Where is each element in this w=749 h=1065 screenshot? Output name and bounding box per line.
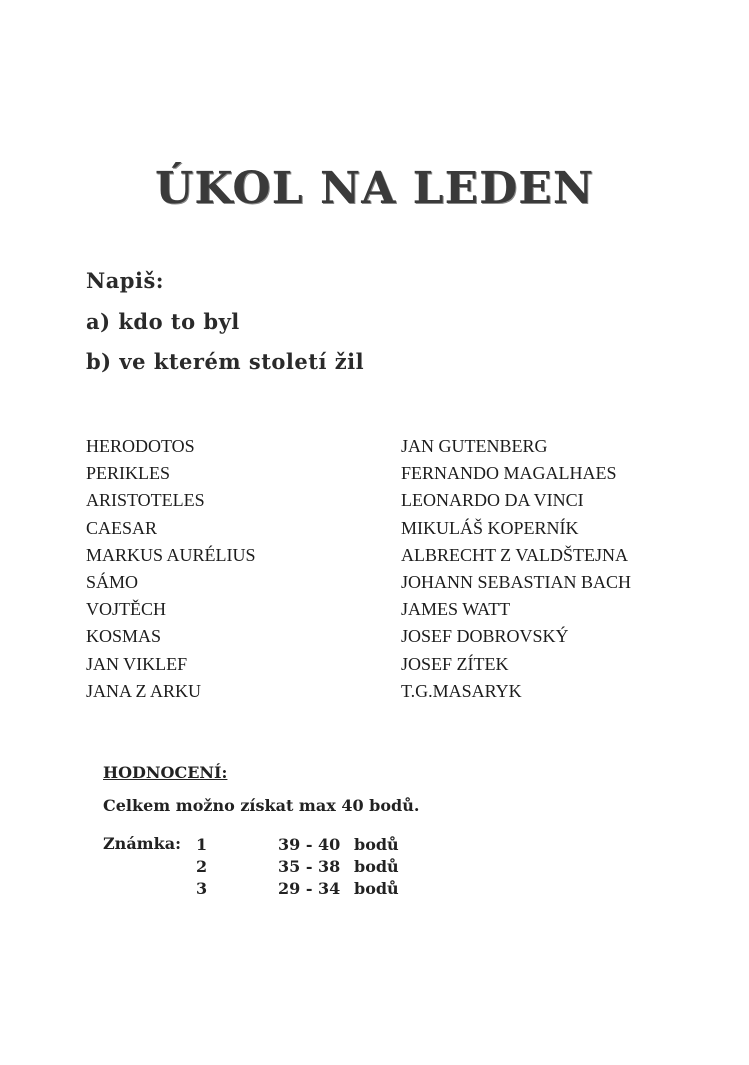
- names-list-right: [401, 433, 631, 705]
- grade-table: [196, 834, 399, 900]
- list-item: JANA Z ARKU: [86, 680, 202, 701]
- grade-unit: bodů: [354, 835, 399, 854]
- instruction-heading: Napiš:: [86, 268, 165, 293]
- grade-label: Známka:: [103, 834, 181, 853]
- instruction-b: b) ve kterém století žil: [86, 349, 365, 374]
- list-item: ARISTOTELES: [86, 490, 205, 511]
- list-item: ALBRECHT Z VALDŠTEJNA: [401, 544, 629, 565]
- evaluation-heading: HODNOCENÍ:: [103, 763, 228, 782]
- list-item: MIKULÁŠ KOPERNÍK: [401, 517, 579, 538]
- grade-range: 35 - 38: [278, 857, 341, 876]
- list-item: JOSEF DOBROVSKÝ: [401, 626, 569, 647]
- names-list-left: [86, 433, 256, 705]
- list-item: PERIKLES: [86, 463, 171, 484]
- list-item: JOHANN SEBASTIAN BACH: [401, 571, 632, 592]
- page-title: ÚKOL NA LEDEN: [154, 163, 595, 214]
- grade-row: [196, 878, 399, 900]
- grade-range: 39 - 40: [278, 835, 341, 854]
- instruction-a: a) kdo to byl: [86, 309, 240, 334]
- grade-range: 29 - 34: [278, 879, 341, 898]
- grade-mark: 1: [196, 835, 208, 854]
- grade-mark: 3: [196, 879, 208, 898]
- list-item: SÁMO: [86, 571, 139, 592]
- list-item: JOSEF ZÍTEK: [401, 653, 509, 674]
- list-item: MARKUS AURÉLIUS: [86, 544, 256, 565]
- grade-unit: bodů: [354, 879, 399, 898]
- list-item: JAN GUTENBERG: [401, 436, 548, 456]
- list-item: FERNANDO MAGALHAES: [401, 463, 617, 484]
- list-item: KOSMAS: [86, 626, 162, 647]
- grade-unit: bodů: [354, 857, 399, 876]
- grade-row: [196, 834, 399, 856]
- list-item: VOJTĚCH: [86, 599, 166, 620]
- list-item: CAESAR: [86, 517, 158, 538]
- evaluation-text: Celkem možno získat max 40 bodů.: [103, 796, 420, 815]
- grade-mark: 2: [196, 857, 208, 876]
- list-item: JAMES WATT: [401, 599, 511, 620]
- list-item: LEONARDO DA VINCI: [401, 490, 584, 511]
- list-item: JAN VIKLEF: [86, 653, 188, 674]
- grade-row: [196, 856, 399, 878]
- list-item: HERODOTOS: [86, 436, 195, 456]
- list-item: T.G.MASARYK: [401, 680, 522, 701]
